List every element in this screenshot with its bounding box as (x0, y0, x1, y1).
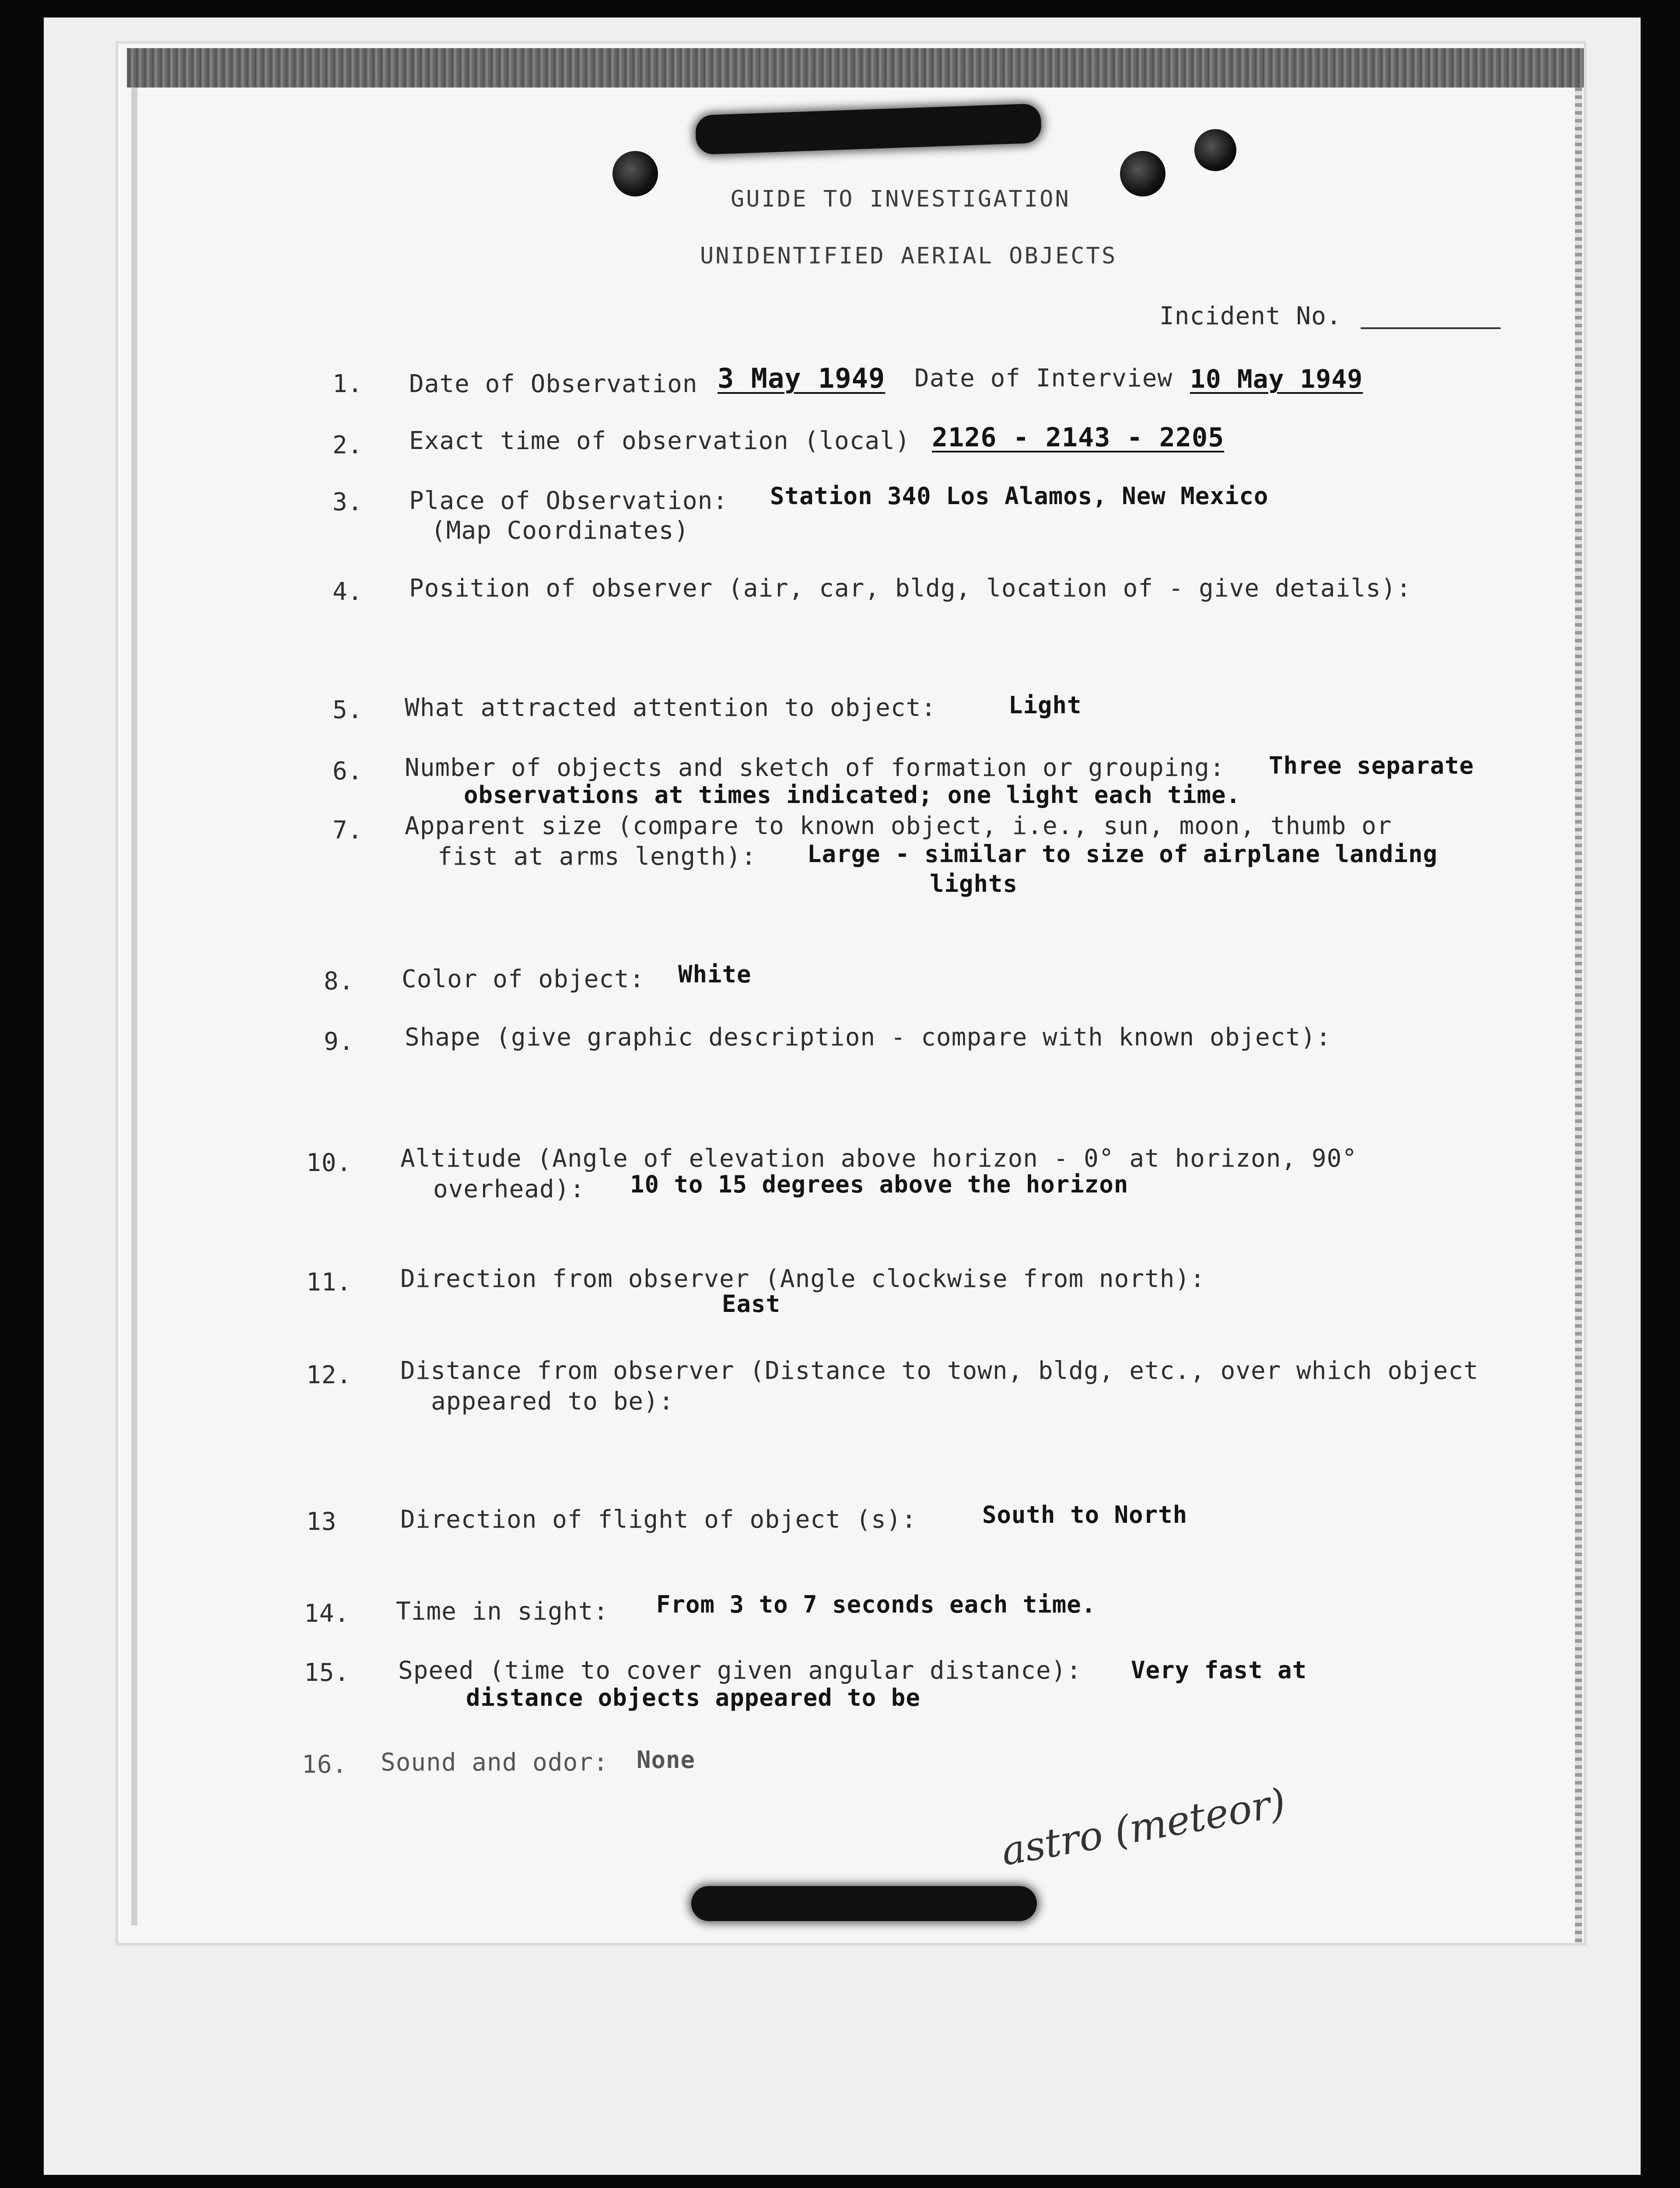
item-3-answer: Station 340 Los Alamos, New Mexico (770, 482, 1269, 510)
item-15-answer: Very fast at (1131, 1656, 1307, 1684)
item-16-number: 16. (302, 1750, 348, 1779)
item-1-label-2: Date of Interview (914, 364, 1173, 393)
item-10-answer: 10 to 15 degrees above the horizon (630, 1171, 1129, 1198)
item-9-number: 9. (324, 1027, 354, 1056)
item-6-answer: Three separate (1269, 752, 1474, 779)
redaction-bottom (691, 1886, 1037, 1921)
right-edge-perforation (1575, 88, 1582, 1943)
left-edge (131, 88, 137, 1925)
item-5-number: 5. (332, 696, 363, 724)
item-7-number: 7. (332, 816, 363, 845)
incident-number-blank (1361, 327, 1501, 329)
item-7-answer: Large - similar to size of airplane landing (807, 840, 1438, 868)
item-13-answer: South to North (982, 1501, 1188, 1529)
item-4-number: 4. (332, 578, 363, 606)
incident-label: Incident No. (1159, 302, 1342, 330)
item-16-answer: None (637, 1746, 696, 1774)
punch-hole-left (612, 151, 658, 196)
item-8-answer: White (678, 961, 752, 988)
item-3-label: Place of Observation: (409, 487, 728, 515)
punch-hole-top-right (1194, 129, 1236, 171)
item-10-label-2: overhead): (433, 1175, 585, 1203)
item-1-answer-2: 10 May 1949 (1190, 364, 1363, 394)
form-title: GUIDE TO INVESTIGATION (731, 186, 1071, 212)
item-9-label: Shape (give graphic description - compare with known object): (405, 1023, 1331, 1052)
item-13-label: Direction of flight of object (s): (400, 1505, 917, 1534)
item-10-label: Altitude (Angle of elevation above horizon - 0° at horizon, 90° (400, 1144, 1358, 1173)
item-1-number: 1. (332, 370, 363, 398)
item-3-label-2: (Map Coordinates) (431, 516, 690, 545)
item-16-label: Sound and odor: (381, 1748, 609, 1777)
item-4-label: Position of observer (air, car, bldg, location of - give details): (409, 574, 1412, 603)
item-6-number: 6. (332, 757, 363, 785)
item-7-label: Apparent size (compare to known object, i.e., sun, moon, thumb or (405, 812, 1392, 840)
item-14-label: Time in sight: (396, 1597, 609, 1626)
item-2-label: Exact time of observation (local) (409, 427, 910, 455)
item-10-number: 10. (306, 1149, 352, 1177)
item-12-number: 12. (306, 1361, 352, 1389)
item-11-number: 11. (306, 1268, 352, 1297)
item-5-answer: Light (1008, 691, 1082, 719)
item-7-answer-2: lights (930, 870, 1018, 898)
item-15-number: 15. (304, 1659, 350, 1687)
form-subtitle: UNIDENTIFIED AERIAL OBJECTS (700, 243, 1117, 269)
item-8-label: Color of object: (402, 965, 645, 993)
item-5-label: What attracted attention to object: (405, 694, 937, 722)
item-12-label: Distance from observer (Distance to town, bldg, etc., over which object (400, 1357, 1479, 1385)
item-3-number: 3. (332, 488, 363, 516)
item-2-answer: 2126 - 2143 - 2205 (932, 422, 1225, 453)
item-15-answer-2: distance objects appeared to be (466, 1684, 920, 1711)
handwritten-note: astro (meteor) (998, 1779, 1289, 1875)
punch-hole-right (1120, 151, 1166, 196)
top-edge-strip (127, 48, 1584, 88)
item-11-label: Direction from observer (Angle clockwise from north): (400, 1265, 1205, 1293)
item-14-number: 14. (304, 1599, 350, 1628)
item-13-number: 13 (306, 1508, 337, 1536)
item-7-label-2: fist at arms length): (438, 842, 757, 871)
item-8-number: 8. (324, 967, 354, 996)
item-6-label: Number of objects and sketch of formation or grouping: (405, 754, 1225, 782)
item-15-label: Speed (time to cover given angular distance): (398, 1656, 1082, 1685)
item-6-answer-2: observations at times indicated; one light each time. (464, 781, 1241, 809)
item-2-number: 2. (332, 431, 363, 459)
item-14-answer: From 3 to 7 seconds each time. (656, 1591, 1096, 1618)
item-1-label: Date of Observation (409, 370, 698, 398)
item-1-answer: 3 May 1949 (718, 362, 886, 394)
item-11-answer: East (722, 1290, 781, 1318)
item-12-label-2: appeared to be): (431, 1387, 674, 1416)
